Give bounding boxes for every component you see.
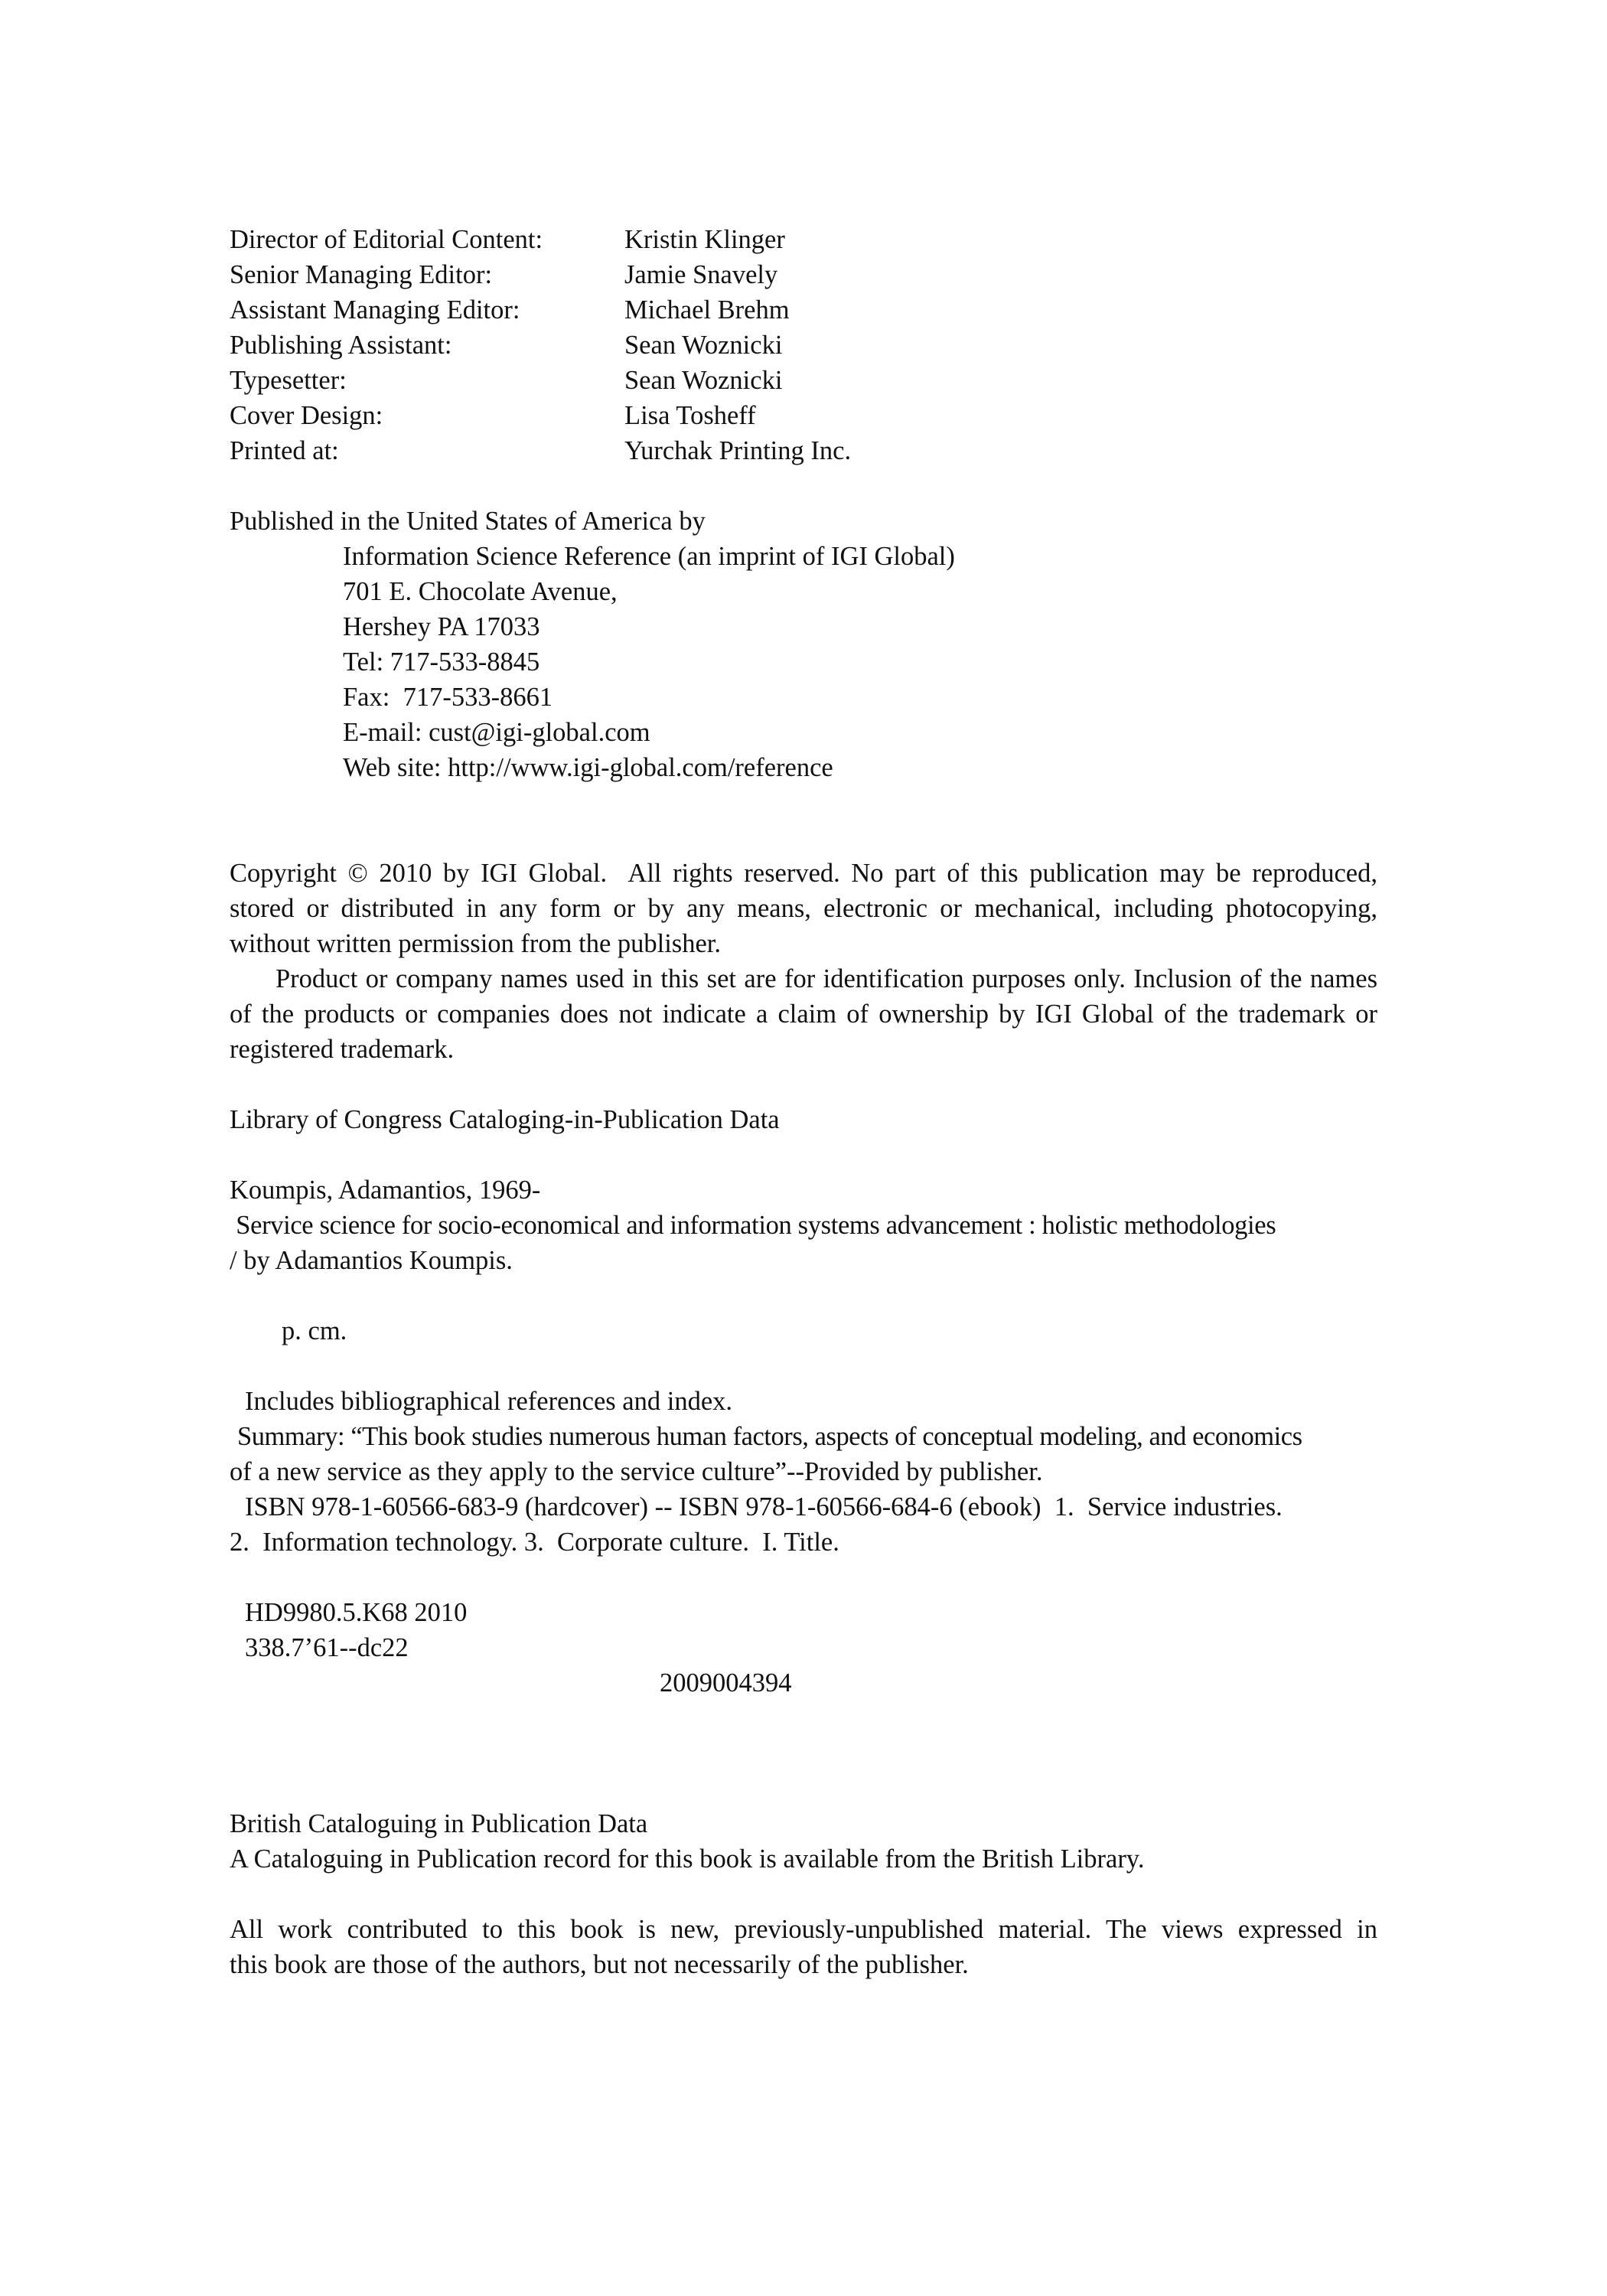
loc-cip-data [230,1102,1377,1701]
publisher-street: 701 E. Chocolate Avenue, [343,577,618,606]
copyright-line: Copyright © 2010 by IGI Global. All rights reserved. No part of this publication may be reproduced, [230,859,1377,888]
disclaimer-line: this book are those of the authors, but not necessarily of the publisher. [230,1950,969,1979]
copyright-line: stored or distributed in any form or by any means, electronic or mechanical, including photocopying, [230,894,1377,923]
copyright-line: without written permission from the publisher. [230,929,722,958]
credit-name: Sean Woznicki [624,366,783,395]
loc-summary-line: of a new service as they apply to the service culture”--Provided by publisher. [230,1457,1043,1486]
credit-role: Assistant Managing Editor: [230,295,520,325]
copyright-page [230,222,1377,1982]
loc-pcm: p. cm. [282,1316,347,1345]
publisher-address [230,539,1377,785]
publisher-tel: Tel: 717-533-8845 [343,647,540,677]
credit-name: Kristin Klinger [624,225,785,254]
credit-name: Lisa Tosheff [624,401,756,430]
credit-role: Director of Editorial Content: [230,225,543,254]
publisher-intro: Published in the United States of America by [230,507,706,536]
loc-call-number: HD9980.5.K68 2010 [245,1598,468,1627]
credit-role: Publishing Assistant: [230,331,452,360]
credit-name: Sean Woznicki [624,331,783,360]
loc-control-number: 2009004394 [660,1668,792,1698]
copyright-notice [230,856,1377,1067]
trademark-notice: Product or company names used in this set are for identification purposes only. Inclusion of the names of the products or companies does not indicate a claim of ownership by IGI Global of the trademark or registered trademark. [230,964,1377,1064]
loc-title-line: Service science for socio-economical and information systems advancement : holistic methodologies [230,1211,1276,1240]
british-heading: British Cataloguing in Publication Data [230,1809,648,1838]
credit-role: Cover Design: [230,401,383,430]
publisher-city: Hershey PA 17033 [343,612,540,641]
disclaimer [230,1912,1377,1982]
loc-isbn-line: 2. Information technology. 3. Corporate culture. I. Title. [230,1528,839,1557]
publisher-imprint: Information Science Reference (an imprint of IGI Global) [343,542,955,571]
credit-role: Typesetter: [230,366,347,395]
loc-title-line: / by Adamantios Koumpis. [230,1246,513,1275]
publisher-block [230,504,1377,785]
british-cip-data [230,1806,1377,1877]
loc-isbn-line: ISBN 978-1-60566-683-9 (hardcover) -- ISBN 978-1-60566-684-6 (ebook) 1. Service industries. [245,1492,1283,1521]
credit-name: Yurchak Printing Inc. [624,436,852,465]
loc-dewey: 338.7’61--dc22 [245,1633,409,1662]
credit-name: Jamie Snavely [624,260,778,289]
loc-heading: Library of Congress Cataloging-in-Publication Data [230,1105,780,1134]
publisher-fax: Fax: 717-533-8661 [343,683,553,712]
credit-role: Senior Managing Editor: [230,260,493,289]
loc-summary-line: Summary: “This book studies numerous human factors, aspects of conceptual modeling, and economics [237,1422,1302,1451]
loc-includes: Includes bibliographical references and index. [245,1387,733,1416]
british-text: A Cataloguing in Publication record for this book is available from the British Library. [230,1844,1145,1874]
credit-role: Printed at: [230,436,339,465]
loc-author: Koumpis, Adamantios, 1969- [230,1176,541,1205]
publisher-email: E-mail: cust@igi-global.com [343,718,650,747]
editorial-credits [230,222,1377,468]
publisher-website: Web site: http://www.igi-global.com/reference [343,753,833,782]
disclaimer-line: All work contributed to this book is new, previously-unpublished material. The views expressed in [230,1915,1377,1944]
credit-name: Michael Brehm [624,295,790,325]
